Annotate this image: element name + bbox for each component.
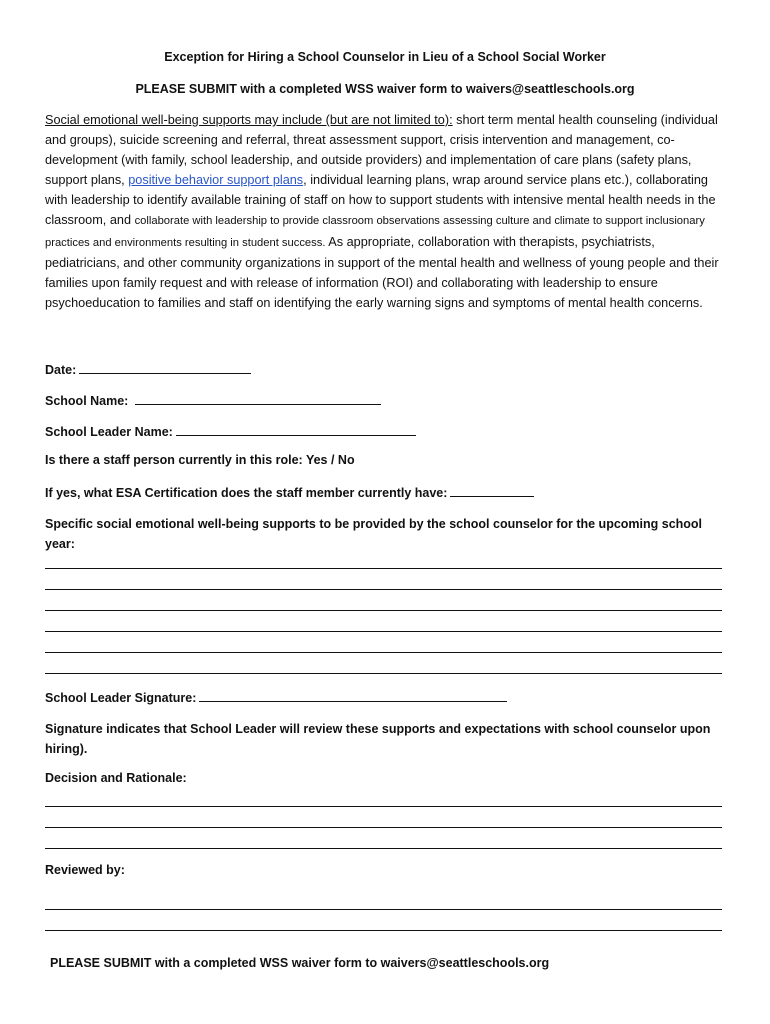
- supports-answer-line[interactable]: [45, 568, 722, 569]
- decision-rationale-label: Decision and Rationale:: [45, 771, 187, 785]
- staff-question: Is there a staff person currently in this role: Yes / No: [45, 453, 355, 467]
- date-input-line[interactable]: [79, 361, 251, 374]
- school-leader-name-field: [45, 423, 416, 439]
- supports-question: Specific social emotional well-being supports to be provided by the school counselor for the upcoming school year:: [45, 517, 703, 551]
- decision-answer-line[interactable]: [45, 806, 722, 807]
- esa-certification-input-line[interactable]: [450, 484, 534, 497]
- reviewed-by-answer-line[interactable]: [45, 930, 722, 931]
- reviewed-by-answer-line[interactable]: [45, 909, 722, 910]
- supports-answer-line[interactable]: [45, 610, 722, 611]
- supports-text-small: collaborate with leadership to provide classroom observations assessing culture and climate to support inclusionary practices and environments resulting in student success.: [45, 215, 705, 249]
- supports-text-2: , individual learning plans, wrap around service plans etc.), collaborating with leadership to identify available training of staff on how to support students with intensive mental health needs in the classroom, and: [45, 173, 716, 228]
- signature-note: Signature indicates that School Leader will review these supports and expectations with school counselor upon hiring).: [45, 722, 711, 756]
- decision-answer-line[interactable]: [45, 848, 722, 849]
- school-leader-name-input-line[interactable]: [176, 423, 416, 436]
- school-leader-signature-field: [45, 689, 507, 705]
- supports-answer-line[interactable]: [45, 652, 722, 653]
- footer-submit-instruction: PLEASE SUBMIT with a completed WSS waiver form to waivers@seattleschools.org: [50, 956, 550, 970]
- submit-instruction: PLEASE SUBMIT with a completed WSS waiver form to waivers@seattleschools.org: [135, 82, 635, 96]
- supports-answer-line[interactable]: [45, 673, 722, 674]
- school-leader-name-label: School Leader Name:: [45, 425, 173, 439]
- reviewed-by-label: Reviewed by:: [45, 863, 125, 877]
- supports-answer-line[interactable]: [45, 631, 722, 632]
- supports-description: [45, 110, 730, 313]
- supports-lead: Social emotional well-being supports may include (but are not limited to):: [45, 113, 453, 127]
- document-title: Exception for Hiring a School Counselor in Lieu of a School Social Worker: [164, 50, 606, 64]
- school-name-label: School Name:: [45, 394, 129, 408]
- school-name-input-line[interactable]: [135, 392, 381, 405]
- school-leader-signature-input-line[interactable]: [199, 689, 507, 702]
- supports-answer-line[interactable]: [45, 589, 722, 590]
- school-name-field: [45, 392, 381, 408]
- decision-answer-line[interactable]: [45, 827, 722, 828]
- supports-text-3: As appropriate, collaboration with therapists, psychiatrists, pediatricians, and other community organizations in support of the mental health and wellness of young people and their families upon family request and with release of information (ROI) and collaborating with leadership to ensure psychoeducation to families and staff on identifying the early warning signs and symptoms of mental health concerns.: [45, 234, 719, 310]
- supports-text-1: short term mental health counseling (individual and groups), suicide screening and referral, threat assessment support, crisis intervention and management, co-development (with family, school leadership, and outside providers) and implementation of care plans (safety plans, support plans,: [45, 113, 718, 188]
- school-leader-signature-label: School Leader Signature:: [45, 691, 197, 705]
- date-field: [45, 361, 251, 377]
- date-label: Date:: [45, 363, 77, 377]
- esa-certification-field: [45, 484, 534, 500]
- esa-certification-label: If yes, what ESA Certification does the staff member currently have:: [45, 486, 448, 500]
- positive-behavior-support-plans-link[interactable]: positive behavior support plans: [128, 173, 304, 188]
